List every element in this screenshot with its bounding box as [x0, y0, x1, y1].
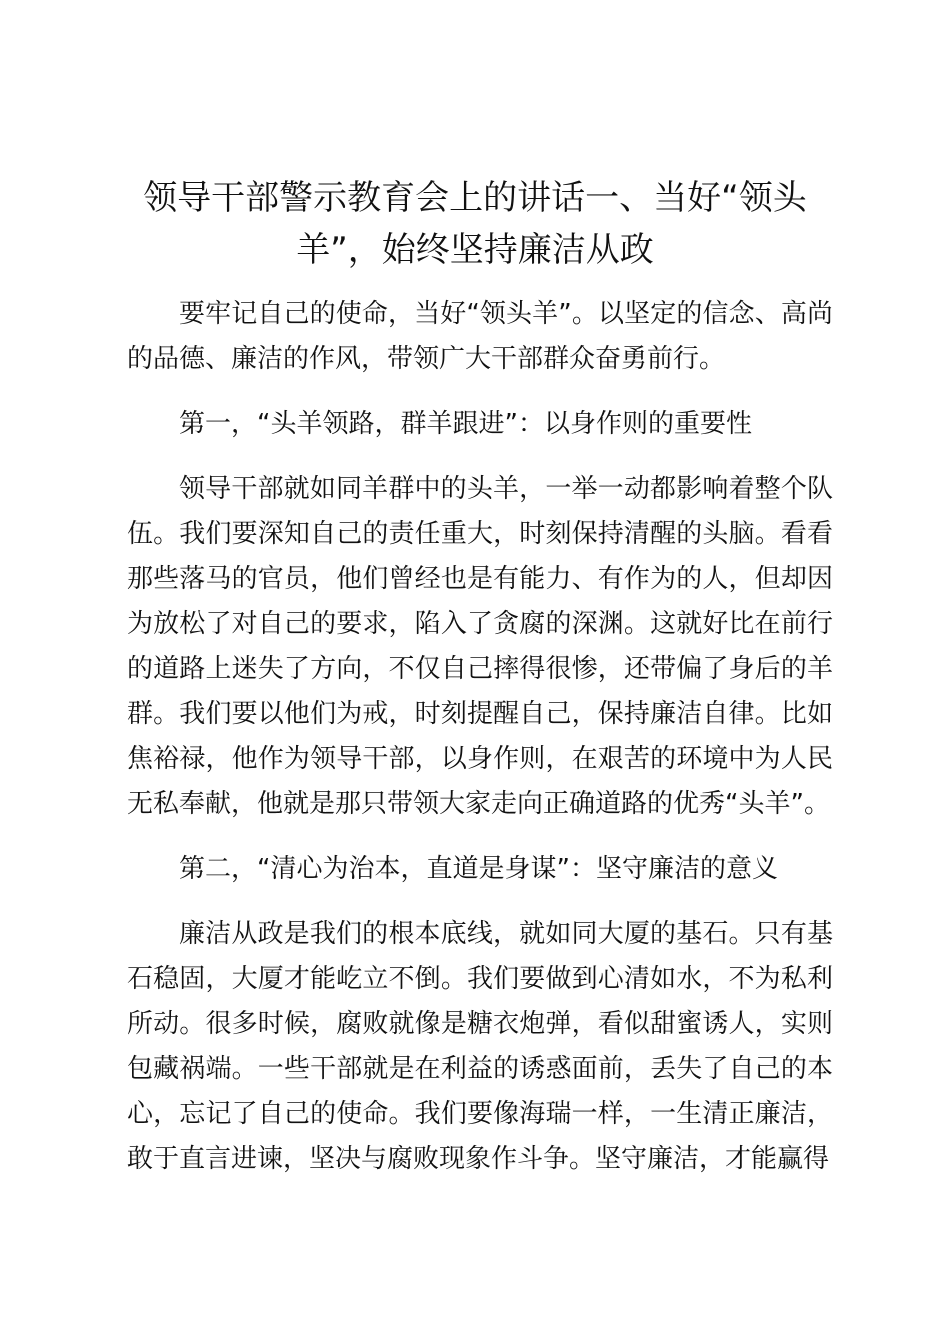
- section-heading-first: 第一，“头羊领路，群羊跟进”：以身作则的重要性: [179, 409, 752, 439]
- body-paragraph-second: 廉洁从政是我们的根本底线，就如同大厦的基石。只有基石稳固，大厦才能屹立不倒。我们要做到心清如水，不为私利所动。很多时候，腐败就像是糖衣炮弹，看似甜蜜诱人，实则包藏祸端。一些干部就是在利益的诱惑面前，丢失了自己的本心，忘记了自己的使命。我们要像海瑞一样，一生清正廉洁，敢于直言进谏，坚决与腐败现象作斗争。坚守廉洁，才能赢得: [127, 919, 833, 1174]
- section-heading-second: 第二，“清心为治本，直道是身谋”：坚守廉洁的意义: [179, 854, 778, 884]
- body-paragraph-first: 领导干部就如同羊群中的头羊，一举一动都影响着整个队伍。我们要深知自己的责任重大，时刻保持清醒的头脑。看看那些落马的官员，他们曾经也是有能力、有作为的人，但却因为放松了对自己的要求，陷入了贪腐的深渊。这就好比在前行的道路上迷失了方向，不仅自己摔得很惨，还带偏了身后的羊群。我们要以他们为戒，时刻提醒自己，保持廉洁自律。比如焦裕禄，他作为领导干部，以身作则，在艰苦的环境中为人民无私奉献，他就是那只带领大家走向正确道路的优秀“头羊”。: [127, 474, 833, 819]
- document-title: 领导干部警示教育会上的讲话一、当好“领头羊”，始终坚持廉洁从政: [143, 178, 807, 270]
- document-body: [127, 292, 833, 1202]
- intro-paragraph: 要牢记自己的使命，当好“领头羊”。以坚定的信念、高尚的品德、廉洁的作风，带领广大干部群众奋勇前行。: [127, 299, 833, 374]
